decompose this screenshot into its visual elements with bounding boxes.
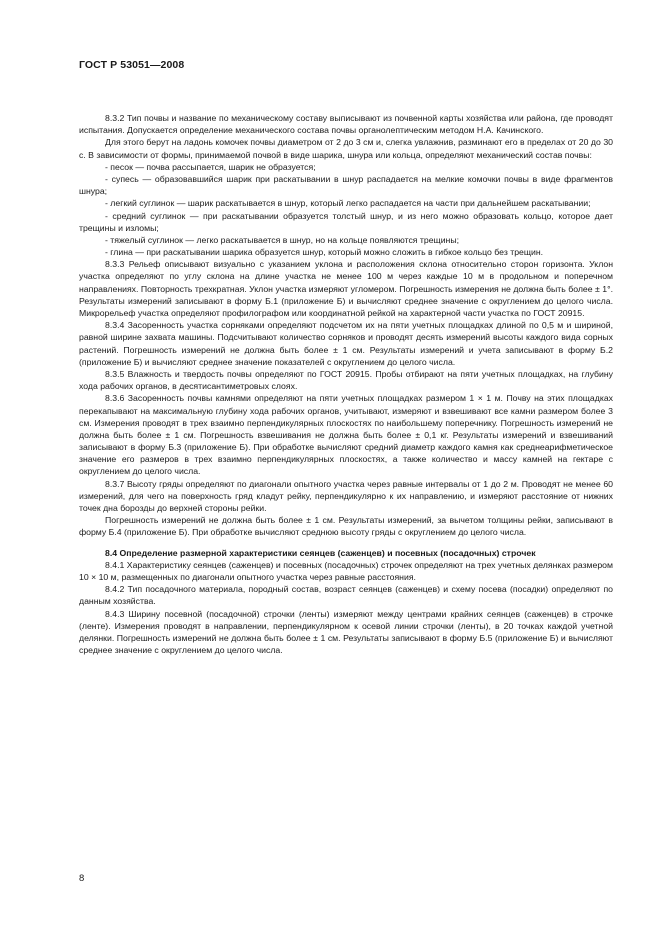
paragraph: 8.4.1 Характеристику сеянцев (саженцев) и посевных (посадочных) строчек определяют на трех учетных делянках размером 10 × 10 м, размещенных по диагонали опытного участка через равные расстояния. [79,559,613,582]
paragraph: 8.3.5 Влажность и твердость почвы определяют по ГОСТ 20915. Пробы отбирают на пяти учетных площадках, на глубину хода рабочих органов, в десятисантиметровых слоях. [79,368,613,392]
document-body [79,112,613,656]
list-item: - песок — почва рассыпается, шарик не образуется; [105,161,316,172]
standard-header: ГОСТ Р 53051—2008 [79,59,185,71]
section-heading: 8.4 Определение размерной характеристики сеянцев (саженцев) и посевных (посадочных) строчек [105,547,536,558]
list-item: - супесь — образовавшийся шарик при раскатывании в шнур распадается на мелкие комочки почвы в виде фрагментов шнура; [79,173,613,197]
paragraph: 8.4.3 Ширину посевной (посадочной) строчки (ленты) измеряют между центрами крайних сеянцев (саженцев) в строчке (ленте). Измерения проводят в направлении, перпендикулярном к осевой линии строчки (ленты), в 20 точках каждой учетной делянки. Погрешность измерений не должна быть более ± 1 см. Результаты записывают в форму Б.5 (приложение Б) и вычисляют среднее значение с округлением до целого числа. [79,608,613,656]
paragraph: Для этого берут на ладонь комочек почвы диаметром от 2 до 3 см и, слегка увлажнив, разминают его в пределах от 20 до 30 с. В зависимости от формы, принимаемой почвой в виде шарика, шнура или кольца, определяют механический состав почвы: [79,137,613,160]
list-item: - тяжелый суглинок — легко раскатывается в шнур, но на кольце появляются трещины; [105,234,460,245]
paragraph: 8.3.2 Тип почвы и название по механическому составу выписывают из почвенной карты хозяйства или района, где проводят испытания. Допускается определение механического состава почвы органолептическим методом Н.А. Качинского. [79,113,613,136]
paragraph: 8.3.4 Засоренность участка сорняками определяют подсчетом их на пяти учетных площадках длиной по 0,5 м и шириной, равной ширине захвата машины. Подсчитывают количество сорняков и проводят десять измерений высоты каждого вида сорных растений. Погрешность измерений не должна быть более ± 1 см. Результаты измерений и учета записывают в форму Б.2 (приложение Б) и вычисляют среднее значение показателей с округлением до целого числа. [79,320,613,367]
list-item: - глина — при раскатывании шарика образуется шнур, который можно сложить в гибкое кольцо без трещин. [105,247,544,258]
paragraph: 8.3.3 Рельеф описывают визуально с указанием уклона и расположения склона относительно сторон горизонта. Уклон участка определяют по углу склона на длине участка не менее 100 м через каждые 10 м в продольном и поперечном направлениях. Повторность трехкратная. Уклон участка измеряют угломером. Погрешность измерения не должна быть более ± 1°. Результаты измерений записывают в форму Б.1 (приложение Б) и вычисляют среднее значение с округлением до целого числа. Микрорельеф участка определяют профилографом или координатной рейкой на характерной части участка по ГОСТ 20915. [79,259,613,318]
paragraph: Погрешность измерений не должна быть более ± 1 см. Результаты измерений, за вычетом толщины рейки, записывают в форму Б.4 (приложение Б). При обработке вычисляют среднюю высоту гряды с округлением до целого числа. [79,515,613,538]
paragraph: 8.3.7 Высоту гряды определяют по диагонали опытного участка через равные интервалы от 1 до 2 м. Проводят не менее 60 измерений, для чего на поверхность гряд кладут рейку, перпендикулярно к их направлению, и измеряют расстояние от нижних точек дна борозды до верхней стороны рейки. [79,478,613,513]
page-number: 8 [79,873,85,884]
list-item: - средний суглинок — при раскатывании образуется толстый шнур, и из него можно образовать кольцо, которое дает трещины и изломы; [79,210,613,233]
paragraph: 8.4.2 Тип посадочного материала, породный состав, возраст сеянцев (саженцев) и схему посева (посадки) определяют по данным хозяйства. [79,584,613,607]
paragraph: 8.3.6 Засоренность почвы камнями определяют на пяти учетных площадках размером 1 × 1 м. Почву на этих площадках перекапывают на максимальную глубину хода рабочих органов, учитывают, измеряют и взвешивают все камни размером более 3 см. Измерения проводят в трех взаимно перпендикулярных плоскостях по наибольшему поперечнику. Погрешность измерений не должна быть более ± 1 см. Погрешность взвешивания не должна быть более ± 0,1 кг. Результаты измерений и взвешиваний записывают в форму Б.3 (приложение Б). При обработке вычисляют средний диаметр каждого камня как среднеарифметическое значение его размеров в трех взаимно перпендикулярных плоскостях, а также количество и массу камней на гектаре с округлением до целого числа. [79,393,613,477]
list-item: - легкий суглинок — шарик раскатывается в шнур, который легко распадается на части при дальнейшем раскатывании; [105,198,591,209]
